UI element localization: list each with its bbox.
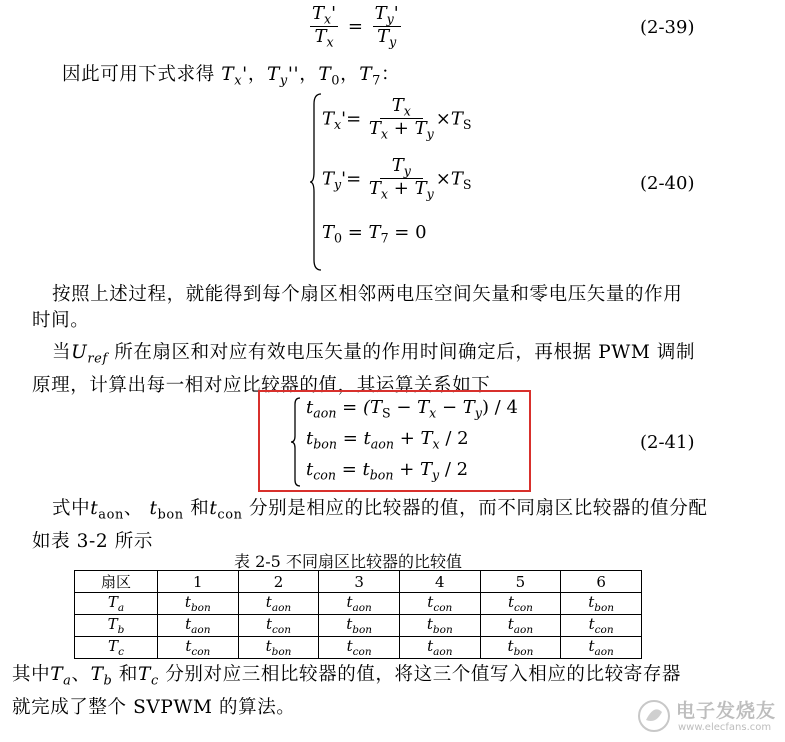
expression: − T [436,397,475,418]
operator: + [393,118,409,140]
equation-number-2-41: (2-41) [640,432,695,453]
symbol: T [368,178,381,200]
row-label [75,593,158,615]
expression: = t [335,459,370,480]
expression: / 2 [439,459,469,480]
table-header-row [75,571,642,593]
var: T [221,64,235,85]
header-cell: 4 [399,571,480,593]
row-label [75,615,158,637]
symbol: T [107,593,118,611]
subscript: aon [191,624,211,636]
paragraph-text: 分别是相应的比较器的值，而不同扇区比较器的值分配 [242,498,708,519]
symbol: T [314,26,327,48]
header-cell: 6 [561,571,642,593]
table-cell [561,637,642,659]
table-cell [480,593,561,615]
paragraph-text: 因此可用下式求得 [62,64,222,85]
subscript: b [103,673,113,689]
subscript: y [386,11,394,27]
symbol: t [149,498,158,519]
var-sep: ''， [287,64,319,85]
subscript: x [403,103,411,119]
subscript: y [474,405,482,421]
subscript: bon [369,467,394,483]
subscript: bon [313,436,337,452]
subscript: con [272,624,291,636]
symbol: T [322,222,335,243]
symbol: t [265,615,273,633]
watermark-url: www.elecfans.com [678,722,772,733]
symbol: t [90,498,99,519]
var-sep: ： [381,64,401,85]
symbol: T [450,108,463,130]
symbol: T [391,95,404,116]
symbol: t [306,428,314,449]
table-cell [319,637,400,659]
subscript: 7 [380,230,389,246]
comparison-table [74,570,642,659]
subscript: y [403,163,411,179]
subscript: c [150,673,159,689]
expression: = T [342,222,381,243]
symbol: t [265,637,272,655]
table-cell [158,593,239,615]
subscript: aon [98,507,124,523]
var-sep: ， [340,64,360,85]
expression: / 2 [439,428,469,449]
subscript: S [462,116,472,132]
paragraph-text: 当 [52,342,72,363]
paragraph-text: 其中 [12,664,51,685]
header-cell: 2 [238,571,319,593]
left-brace-2-40 [309,92,323,272]
subscript: S [382,405,391,421]
symbol: t [426,615,433,633]
paragraph-line: 时间。 [32,310,90,331]
header-cell: 1 [158,571,239,593]
symbol: T [414,178,427,200]
table-cell [399,637,480,659]
table-cell [319,593,400,615]
paragraph-text: 所在扇区和对应有效电压矢量的作用时间确定后，再根据 PWM 调制 [107,342,696,363]
paragraph-line: 按照上述过程，就能得到每个扇区相邻两电压空间矢量和零电压矢量的作用 [52,284,683,305]
symbol: t [588,593,595,611]
subscript: x [334,116,342,132]
var-sub: 7 [372,73,382,89]
paragraph-line: 如表 3-2 所示 [32,530,153,552]
subscript: y [389,35,397,51]
subscript: a [117,602,125,614]
symbol: T [50,664,64,685]
separator: 、 [71,664,91,685]
subscript: con [513,602,533,614]
operator: + [393,178,409,200]
table-cell [399,615,480,637]
symbol: t [185,637,192,655]
table-cell [238,615,319,637]
fraction-rhs [373,4,401,51]
symbol: T [391,155,404,176]
symbol: t [209,498,218,519]
subscript: aon [513,624,534,636]
symbol: t [346,593,353,611]
fraction [367,96,436,143]
subscript: aon [594,646,614,658]
table-row [75,593,642,615]
symbol: T [377,26,390,48]
header-cell: 5 [480,571,561,593]
symbol: T [322,168,335,190]
subscript: bon [513,646,534,658]
subscript: aon [352,602,372,614]
expression: = 0 [388,222,427,243]
subscript: con [191,646,211,658]
var-sub: x [234,73,243,89]
subscript: 0 [334,230,343,246]
subscript: aon [370,436,394,452]
subscript: aon [271,602,292,614]
symbol: t [184,593,191,611]
subscript: con [217,507,243,523]
subscript: x [429,405,437,421]
symbol: T [322,108,335,130]
symbol: T [374,3,387,24]
subscript: con [352,646,372,658]
symbol: T [138,664,151,685]
equation-number-2-40: (2-40) [640,173,695,194]
symbol: t [306,397,314,418]
symbol: T [312,3,325,24]
subscript: aon [313,405,337,421]
prime: ' [331,3,337,24]
equation-2-39: $\frac{T_x'}{T_x}$ = $\frac{T_y'}{T_y}$ [312,3,399,51]
symbol: t [427,637,434,655]
symbol: t [507,593,514,611]
subscript: con [433,602,453,614]
symbol: T [108,637,119,655]
table-cell [480,615,561,637]
symbol: t [346,637,353,655]
subscript: y [432,467,440,483]
table-cell [158,637,239,659]
symbol: t [346,615,353,633]
subscript: bon [594,602,615,614]
operator: '= [341,168,362,190]
expression: − T [390,397,430,418]
subscript: aon [433,646,453,658]
subscript: con [313,467,336,483]
symbol: T [368,118,381,140]
table-cell [480,637,561,659]
paragraph-line: 就完成了整个 SVPWM 的算法。 [12,696,296,718]
symbol: t [265,593,272,611]
symbol: t [588,615,595,633]
paragraph-text: 式中 [52,498,91,519]
row-label [75,637,158,659]
paragraph-text: 分别对应三相比较器的值，将这三个值写入相应的比较寄存器 [158,664,682,685]
subscript: a [63,673,72,689]
subscript: x [432,436,440,452]
table-caption: 表 2-5 不同扇区比较器的比较值 [234,552,462,571]
separator: 和 [183,498,210,519]
header-cell: 扇区 [75,571,158,593]
var-sub: y [279,73,288,89]
symbol: t [427,593,434,611]
symbol: U [71,342,88,363]
paragraph-conclusion [12,662,732,721]
var: T [318,64,332,85]
operator: × [435,108,451,130]
equation-2-41-line1 [306,397,518,421]
subscript: bon [190,602,211,614]
symbol: T [450,168,463,190]
table-cell [319,615,400,637]
equation-2-40-line1 [322,96,471,143]
subscript: y [426,187,434,203]
equation-2-41-line2 [306,428,469,452]
equation-number-2-39: (2-39) [640,17,695,38]
subscript: bon [432,624,453,636]
subscript: bon [352,624,373,636]
symbol: t [588,637,595,655]
subscript: bon [157,507,184,523]
table-cell [238,593,319,615]
prime: ' [393,3,399,24]
subscript: ref [87,351,108,367]
subscript: y [334,176,342,192]
symbol: T [90,664,104,685]
watermark [636,694,778,738]
var-sub: 0 [331,73,341,89]
expression: = (T [336,397,382,418]
separator: 、 [123,498,150,519]
fraction [367,156,436,203]
fraction-lhs [310,4,338,51]
table-row [75,615,642,637]
var: T [266,64,280,85]
operator: '= [341,108,362,130]
table-cell [399,593,480,615]
equation-2-40-line3 [322,222,427,246]
symbol: t [507,615,514,633]
equation-2-41-line3 [306,459,468,483]
subscript: x [326,35,334,51]
expression: ) / 4 [481,397,518,418]
table-cell [238,637,319,659]
var-sep: '， [242,64,267,85]
subscript: b [117,624,125,636]
symbol: t [185,615,192,633]
operator: × [435,168,451,190]
table-cell [158,615,239,637]
symbol: t [306,459,314,480]
header-cell: 3 [319,571,400,593]
symbol: T [414,118,427,140]
equation-2-40-line2 [322,156,471,203]
symbol: T [107,615,118,633]
expression: + T [393,428,433,449]
subscript: bon [271,646,292,658]
subscript: S [462,176,472,192]
expression: = t [337,428,371,449]
subscript: c [118,646,124,658]
symbol: t [507,637,514,655]
subscript: con [594,624,614,636]
table-row [75,637,642,659]
subscript: x [380,127,389,143]
separator: 和 [112,664,139,685]
expression: + T [393,459,433,480]
left-brace-2-41 [290,396,302,488]
subscript: y [426,127,434,143]
subscript: x [324,11,332,27]
subscript: x [380,187,389,203]
paragraph-intro-vars [62,62,400,95]
paragraph-process [32,282,722,334]
paragraph-line: 原理，计算出每一相对应比较器的值，其运算关系如下 [32,374,491,396]
table-cell [561,615,642,637]
watermark-logo-icon [636,698,672,734]
paragraph-comparators [32,496,732,555]
watermark-brand: 电子发烧友 [676,700,777,722]
table-cell [561,593,642,615]
var: T [359,64,373,85]
